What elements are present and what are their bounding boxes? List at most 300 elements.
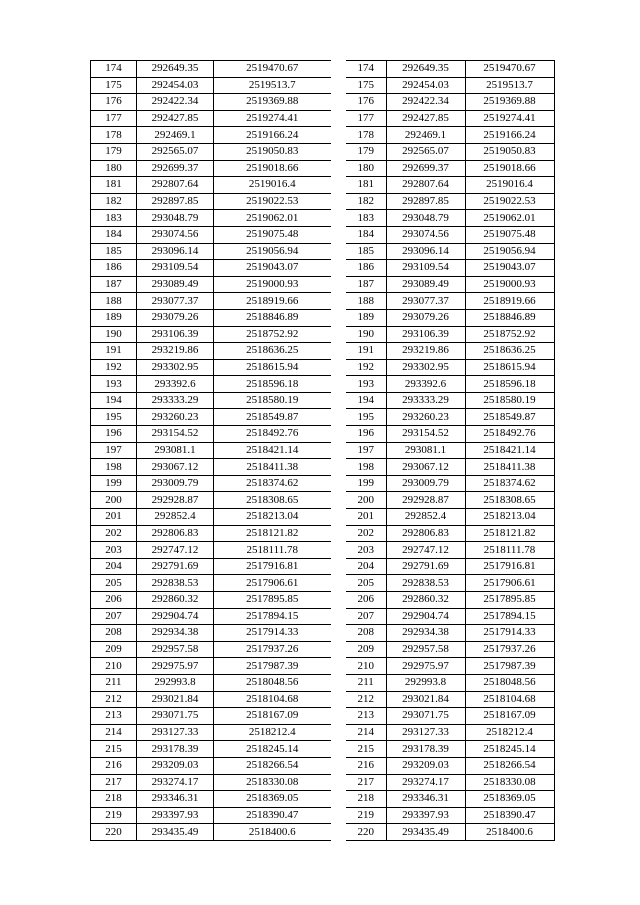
x-coordinate-cell: 293109.54 — [137, 260, 214, 277]
point-number-cell: 203 — [346, 542, 386, 559]
y-coordinate-cell: 2519056.94 — [465, 243, 554, 260]
y-coordinate-cell: 2519016.4 — [465, 177, 554, 194]
point-number-cell: 214 — [346, 724, 386, 741]
y-coordinate-cell: 2519166.24 — [214, 127, 331, 144]
x-coordinate-cell: 292469.1 — [386, 127, 465, 144]
point-number-cell: 205 — [91, 575, 137, 592]
y-coordinate-cell: 2518400.6 — [465, 824, 554, 841]
point-number-cell: 204 — [346, 558, 386, 575]
table-row — [346, 110, 554, 127]
y-coordinate-cell: 2518104.68 — [465, 691, 554, 708]
x-coordinate-cell: 292897.85 — [386, 193, 465, 210]
y-coordinate-cell: 2519018.66 — [465, 160, 554, 177]
point-number-cell: 185 — [91, 243, 137, 260]
point-number-cell: 192 — [346, 359, 386, 376]
x-coordinate-cell: 293209.03 — [137, 757, 214, 774]
table-row — [346, 492, 554, 509]
table-row — [346, 426, 554, 443]
point-number-cell: 207 — [91, 608, 137, 625]
y-coordinate-cell: 2518167.09 — [465, 708, 554, 725]
table-row — [346, 376, 554, 393]
point-number-cell: 186 — [91, 260, 137, 277]
x-coordinate-cell: 293067.12 — [137, 459, 214, 476]
y-coordinate-cell: 2518048.56 — [214, 674, 331, 691]
point-number-cell: 208 — [91, 625, 137, 642]
x-coordinate-cell: 292649.35 — [137, 61, 214, 78]
y-coordinate-cell: 2518121.82 — [465, 525, 554, 542]
table-row — [91, 625, 331, 642]
x-coordinate-cell: 293048.79 — [137, 210, 214, 227]
table-row — [346, 143, 554, 160]
x-coordinate-cell: 292975.97 — [137, 658, 214, 675]
table-row — [91, 260, 331, 277]
point-number-cell: 194 — [346, 392, 386, 409]
point-number-cell: 181 — [346, 177, 386, 194]
point-number-cell: 187 — [346, 276, 386, 293]
table-row — [346, 459, 554, 476]
point-number-cell: 182 — [346, 193, 386, 210]
x-coordinate-cell: 292860.32 — [137, 592, 214, 609]
y-coordinate-cell: 2518636.25 — [214, 343, 331, 360]
x-coordinate-cell: 293302.95 — [137, 359, 214, 376]
table-row — [91, 708, 331, 725]
y-coordinate-cell: 2518411.38 — [214, 459, 331, 476]
y-coordinate-cell: 2519470.67 — [465, 61, 554, 78]
point-number-cell: 188 — [346, 293, 386, 310]
y-coordinate-cell: 2518245.14 — [214, 741, 331, 758]
table-row — [91, 824, 331, 841]
point-number-cell: 190 — [346, 326, 386, 343]
y-coordinate-cell: 2517916.81 — [214, 558, 331, 575]
point-number-cell: 180 — [91, 160, 137, 177]
table-row — [91, 226, 331, 243]
x-coordinate-cell: 293009.79 — [137, 475, 214, 492]
table-row — [346, 641, 554, 658]
point-number-cell: 205 — [346, 575, 386, 592]
x-coordinate-cell: 293397.93 — [386, 807, 465, 824]
y-coordinate-cell: 2518308.65 — [465, 492, 554, 509]
x-coordinate-cell: 292747.12 — [137, 542, 214, 559]
y-coordinate-cell: 2518752.92 — [214, 326, 331, 343]
table-row — [91, 293, 331, 310]
x-coordinate-cell: 293154.52 — [386, 426, 465, 443]
table-row — [91, 757, 331, 774]
point-number-cell: 210 — [346, 658, 386, 675]
y-coordinate-cell: 2518421.14 — [214, 442, 331, 459]
x-coordinate-cell: 292806.83 — [137, 525, 214, 542]
x-coordinate-cell: 293096.14 — [386, 243, 465, 260]
table-row — [91, 641, 331, 658]
x-coordinate-cell: 293077.37 — [137, 293, 214, 310]
y-coordinate-cell: 2518245.14 — [465, 741, 554, 758]
table-row — [346, 741, 554, 758]
y-coordinate-cell: 2517906.61 — [465, 575, 554, 592]
point-number-cell: 216 — [346, 757, 386, 774]
y-coordinate-cell: 2518213.04 — [214, 509, 331, 526]
point-number-cell: 193 — [91, 376, 137, 393]
y-coordinate-cell: 2518111.78 — [465, 542, 554, 559]
table-row — [91, 592, 331, 609]
x-coordinate-cell: 293392.6 — [137, 376, 214, 393]
table-row — [91, 392, 331, 409]
x-coordinate-cell: 293106.39 — [386, 326, 465, 343]
point-number-cell: 210 — [91, 658, 137, 675]
table-row — [346, 392, 554, 409]
point-number-cell: 198 — [91, 459, 137, 476]
y-coordinate-cell: 2519075.48 — [214, 226, 331, 243]
table-row — [346, 61, 554, 78]
point-number-cell: 209 — [346, 641, 386, 658]
coordinate-table-left — [90, 60, 331, 841]
table-row — [346, 309, 554, 326]
point-number-cell: 186 — [346, 260, 386, 277]
table-row — [346, 243, 554, 260]
point-number-cell: 178 — [91, 127, 137, 144]
point-number-cell: 198 — [346, 459, 386, 476]
point-number-cell: 190 — [91, 326, 137, 343]
point-number-cell: 191 — [346, 343, 386, 360]
y-coordinate-cell: 2518596.18 — [465, 376, 554, 393]
table-row — [91, 674, 331, 691]
y-coordinate-cell: 2518369.05 — [465, 791, 554, 808]
point-number-cell: 218 — [91, 791, 137, 808]
table-row — [346, 343, 554, 360]
x-coordinate-cell: 292957.58 — [137, 641, 214, 658]
point-number-cell: 201 — [346, 509, 386, 526]
x-coordinate-cell: 292791.69 — [137, 558, 214, 575]
table-row — [346, 127, 554, 144]
x-coordinate-cell: 293081.1 — [386, 442, 465, 459]
y-coordinate-cell: 2518400.6 — [214, 824, 331, 841]
table-row — [91, 807, 331, 824]
y-coordinate-cell: 2518919.66 — [214, 293, 331, 310]
point-number-cell: 177 — [346, 110, 386, 127]
table-row — [346, 791, 554, 808]
table-row — [91, 309, 331, 326]
y-coordinate-cell: 2518636.25 — [465, 343, 554, 360]
table-row — [346, 177, 554, 194]
point-number-cell: 191 — [91, 343, 137, 360]
y-coordinate-cell: 2517894.15 — [214, 608, 331, 625]
table-row — [346, 359, 554, 376]
x-coordinate-cell: 293067.12 — [386, 459, 465, 476]
y-coordinate-cell: 2518048.56 — [465, 674, 554, 691]
table-row — [346, 824, 554, 841]
table-row — [91, 459, 331, 476]
table-row — [91, 77, 331, 94]
x-coordinate-cell: 292699.37 — [137, 160, 214, 177]
point-number-cell: 197 — [346, 442, 386, 459]
point-number-cell: 208 — [346, 625, 386, 642]
y-coordinate-cell: 2519050.83 — [465, 143, 554, 160]
x-coordinate-cell: 292747.12 — [386, 542, 465, 559]
x-coordinate-cell: 293021.84 — [137, 691, 214, 708]
point-number-cell: 195 — [346, 409, 386, 426]
x-coordinate-cell: 292838.53 — [137, 575, 214, 592]
y-coordinate-cell: 2519470.67 — [214, 61, 331, 78]
table-row — [91, 492, 331, 509]
x-coordinate-cell: 292852.4 — [386, 509, 465, 526]
x-coordinate-cell: 293209.03 — [386, 757, 465, 774]
point-number-cell: 213 — [91, 708, 137, 725]
y-coordinate-cell: 2518580.19 — [465, 392, 554, 409]
x-coordinate-cell: 292897.85 — [137, 193, 214, 210]
point-number-cell: 179 — [91, 143, 137, 160]
table-row — [346, 608, 554, 625]
point-number-cell: 175 — [91, 77, 137, 94]
y-coordinate-cell: 2519056.94 — [214, 243, 331, 260]
y-coordinate-cell: 2517914.33 — [214, 625, 331, 642]
x-coordinate-cell: 292807.64 — [386, 177, 465, 194]
table-row — [91, 193, 331, 210]
y-coordinate-cell: 2518580.19 — [214, 392, 331, 409]
point-number-cell: 217 — [91, 774, 137, 791]
y-coordinate-cell: 2518212.4 — [214, 724, 331, 741]
point-number-cell: 219 — [346, 807, 386, 824]
y-coordinate-cell: 2518121.82 — [214, 525, 331, 542]
x-coordinate-cell: 293346.31 — [137, 791, 214, 808]
point-number-cell: 187 — [91, 276, 137, 293]
table-row — [91, 276, 331, 293]
table-row — [91, 525, 331, 542]
y-coordinate-cell: 2517895.85 — [214, 592, 331, 609]
point-number-cell: 196 — [346, 426, 386, 443]
table-row — [346, 442, 554, 459]
x-coordinate-cell: 292993.8 — [137, 674, 214, 691]
y-coordinate-cell: 2519018.66 — [214, 160, 331, 177]
y-coordinate-cell: 2518330.08 — [214, 774, 331, 791]
y-coordinate-cell: 2517937.26 — [465, 641, 554, 658]
x-coordinate-cell: 293106.39 — [137, 326, 214, 343]
point-number-cell: 194 — [91, 392, 137, 409]
x-coordinate-cell: 293302.95 — [386, 359, 465, 376]
point-number-cell: 202 — [91, 525, 137, 542]
y-coordinate-cell: 2518492.76 — [465, 426, 554, 443]
table-row — [91, 160, 331, 177]
point-number-cell: 180 — [346, 160, 386, 177]
table-row — [91, 127, 331, 144]
table-row — [346, 774, 554, 791]
table-row — [91, 608, 331, 625]
y-coordinate-cell: 2518919.66 — [465, 293, 554, 310]
y-coordinate-cell: 2518492.76 — [214, 426, 331, 443]
x-coordinate-cell: 293274.17 — [386, 774, 465, 791]
table-row — [91, 243, 331, 260]
y-coordinate-cell: 2517906.61 — [214, 575, 331, 592]
y-coordinate-cell: 2518596.18 — [214, 376, 331, 393]
x-coordinate-cell: 293021.84 — [386, 691, 465, 708]
point-number-cell: 184 — [346, 226, 386, 243]
x-coordinate-cell: 292904.74 — [386, 608, 465, 625]
y-coordinate-cell: 2518390.47 — [465, 807, 554, 824]
y-coordinate-cell: 2519274.41 — [465, 110, 554, 127]
table-row — [346, 409, 554, 426]
table-row — [91, 542, 331, 559]
table-row — [346, 509, 554, 526]
x-coordinate-cell: 293435.49 — [137, 824, 214, 841]
y-coordinate-cell: 2518369.05 — [214, 791, 331, 808]
x-coordinate-cell: 292904.74 — [137, 608, 214, 625]
point-number-cell: 218 — [346, 791, 386, 808]
y-coordinate-cell: 2518374.62 — [214, 475, 331, 492]
table-row — [346, 558, 554, 575]
point-number-cell: 197 — [91, 442, 137, 459]
x-coordinate-cell: 292838.53 — [386, 575, 465, 592]
y-coordinate-cell: 2519043.07 — [465, 260, 554, 277]
x-coordinate-cell: 292934.38 — [137, 625, 214, 642]
table-row — [346, 226, 554, 243]
y-coordinate-cell: 2518390.47 — [214, 807, 331, 824]
table-row — [91, 359, 331, 376]
y-coordinate-cell: 2519166.24 — [465, 127, 554, 144]
point-number-cell: 199 — [91, 475, 137, 492]
table-row — [91, 61, 331, 78]
y-coordinate-cell: 2518374.62 — [465, 475, 554, 492]
table-row — [346, 807, 554, 824]
point-number-cell: 178 — [346, 127, 386, 144]
table-row — [346, 658, 554, 675]
table-row — [346, 160, 554, 177]
table-row — [91, 143, 331, 160]
y-coordinate-cell: 2519369.88 — [214, 94, 331, 111]
point-number-cell: 174 — [91, 61, 137, 78]
y-coordinate-cell: 2518111.78 — [214, 542, 331, 559]
point-number-cell: 215 — [346, 741, 386, 758]
x-coordinate-cell: 293178.39 — [137, 741, 214, 758]
y-coordinate-cell: 2518411.38 — [465, 459, 554, 476]
y-coordinate-cell: 2518213.04 — [465, 509, 554, 526]
table-row — [91, 177, 331, 194]
y-coordinate-cell: 2519513.7 — [214, 77, 331, 94]
x-coordinate-cell: 293009.79 — [386, 475, 465, 492]
x-coordinate-cell: 293260.23 — [137, 409, 214, 426]
x-coordinate-cell: 292928.87 — [386, 492, 465, 509]
point-number-cell: 207 — [346, 608, 386, 625]
y-coordinate-cell: 2517937.26 — [214, 641, 331, 658]
point-number-cell: 200 — [346, 492, 386, 509]
y-coordinate-cell: 2519000.93 — [465, 276, 554, 293]
x-coordinate-cell: 293154.52 — [137, 426, 214, 443]
x-coordinate-cell: 292469.1 — [137, 127, 214, 144]
coordinate-table-right — [346, 60, 555, 841]
point-number-cell: 182 — [91, 193, 137, 210]
y-coordinate-cell: 2519050.83 — [214, 143, 331, 160]
point-number-cell: 196 — [91, 426, 137, 443]
point-number-cell: 188 — [91, 293, 137, 310]
x-coordinate-cell: 293079.26 — [386, 309, 465, 326]
x-coordinate-cell: 292806.83 — [386, 525, 465, 542]
table-row — [91, 791, 331, 808]
point-number-cell: 211 — [91, 674, 137, 691]
point-number-cell: 220 — [91, 824, 137, 841]
y-coordinate-cell: 2518167.09 — [214, 708, 331, 725]
y-coordinate-cell: 2518846.89 — [214, 309, 331, 326]
table-row — [91, 741, 331, 758]
x-coordinate-cell: 292791.69 — [386, 558, 465, 575]
x-coordinate-cell: 293333.29 — [386, 392, 465, 409]
point-number-cell: 185 — [346, 243, 386, 260]
x-coordinate-cell: 293079.26 — [137, 309, 214, 326]
y-coordinate-cell: 2519016.4 — [214, 177, 331, 194]
table-row — [91, 774, 331, 791]
point-number-cell: 189 — [91, 309, 137, 326]
table-row — [91, 376, 331, 393]
point-number-cell: 174 — [346, 61, 386, 78]
table-row — [346, 592, 554, 609]
point-number-cell: 179 — [346, 143, 386, 160]
table-row — [346, 625, 554, 642]
x-coordinate-cell: 293127.33 — [386, 724, 465, 741]
point-number-cell: 211 — [346, 674, 386, 691]
x-coordinate-cell: 293346.31 — [386, 791, 465, 808]
table-row — [346, 210, 554, 227]
x-coordinate-cell: 293127.33 — [137, 724, 214, 741]
x-coordinate-cell: 292427.85 — [137, 110, 214, 127]
y-coordinate-cell: 2518615.94 — [465, 359, 554, 376]
y-coordinate-cell: 2517987.39 — [214, 658, 331, 675]
y-coordinate-cell: 2517894.15 — [465, 608, 554, 625]
y-coordinate-cell: 2518846.89 — [465, 309, 554, 326]
y-coordinate-cell: 2519075.48 — [465, 226, 554, 243]
table-row — [91, 558, 331, 575]
x-coordinate-cell: 293397.93 — [137, 807, 214, 824]
y-coordinate-cell: 2519043.07 — [214, 260, 331, 277]
x-coordinate-cell: 293071.75 — [137, 708, 214, 725]
point-number-cell: 206 — [346, 592, 386, 609]
table-row — [346, 674, 554, 691]
x-coordinate-cell: 292565.07 — [137, 143, 214, 160]
table-row — [91, 326, 331, 343]
point-number-cell: 201 — [91, 509, 137, 526]
x-coordinate-cell: 292699.37 — [386, 160, 465, 177]
point-number-cell: 193 — [346, 376, 386, 393]
table-row — [346, 708, 554, 725]
y-coordinate-cell: 2517914.33 — [465, 625, 554, 642]
point-number-cell: 202 — [346, 525, 386, 542]
y-coordinate-cell: 2518549.87 — [214, 409, 331, 426]
x-coordinate-cell: 292454.03 — [137, 77, 214, 94]
point-number-cell: 206 — [91, 592, 137, 609]
x-coordinate-cell: 292928.87 — [137, 492, 214, 509]
y-coordinate-cell: 2518752.92 — [465, 326, 554, 343]
point-number-cell: 214 — [91, 724, 137, 741]
point-number-cell: 212 — [91, 691, 137, 708]
table-row — [91, 110, 331, 127]
point-number-cell: 219 — [91, 807, 137, 824]
table-row — [91, 658, 331, 675]
y-coordinate-cell: 2519022.53 — [214, 193, 331, 210]
table-row — [91, 691, 331, 708]
x-coordinate-cell: 292427.85 — [386, 110, 465, 127]
table-row — [91, 409, 331, 426]
table-row — [346, 94, 554, 111]
x-coordinate-cell: 292852.4 — [137, 509, 214, 526]
point-number-cell: 176 — [91, 94, 137, 111]
point-number-cell: 204 — [91, 558, 137, 575]
point-number-cell: 181 — [91, 177, 137, 194]
y-coordinate-cell: 2518308.65 — [214, 492, 331, 509]
y-coordinate-cell: 2518615.94 — [214, 359, 331, 376]
point-number-cell: 200 — [91, 492, 137, 509]
x-coordinate-cell: 292993.8 — [386, 674, 465, 691]
table-row — [346, 260, 554, 277]
point-number-cell: 192 — [91, 359, 137, 376]
y-coordinate-cell: 2519369.88 — [465, 94, 554, 111]
table-row — [346, 276, 554, 293]
point-number-cell: 195 — [91, 409, 137, 426]
table-row — [91, 442, 331, 459]
y-coordinate-cell: 2519513.7 — [465, 77, 554, 94]
